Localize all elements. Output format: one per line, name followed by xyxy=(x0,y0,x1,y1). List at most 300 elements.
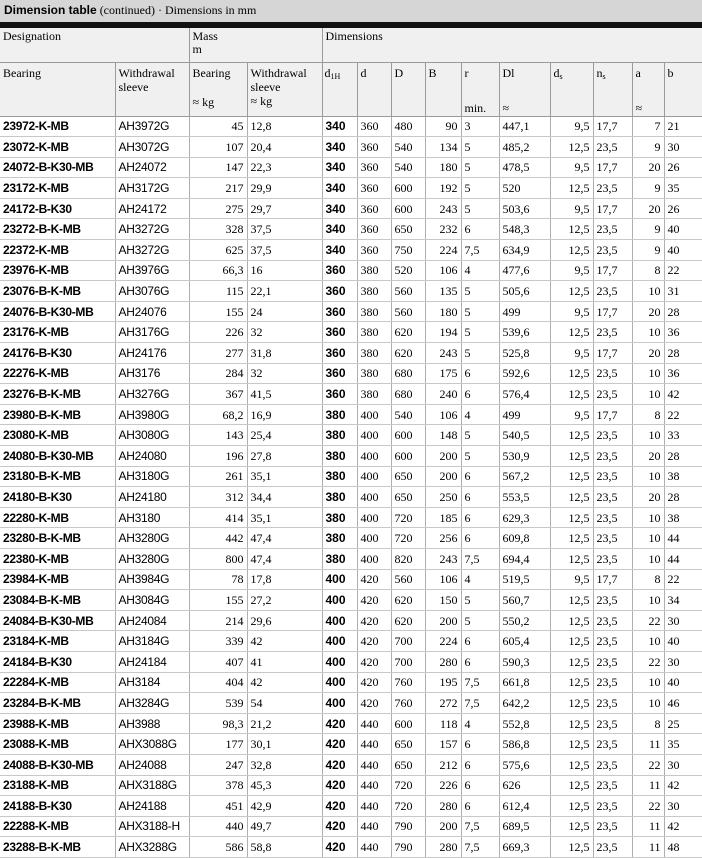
cell-D1: 626 xyxy=(499,775,550,796)
cell-a: 10 xyxy=(632,548,664,569)
cell-D1: 520 xyxy=(499,178,550,199)
header-D1 xyxy=(499,62,550,116)
cell-B: 157 xyxy=(425,734,461,755)
header-dimensions: Dimensions xyxy=(322,28,702,62)
cell-r: 5 xyxy=(461,137,499,158)
cell-d1h: 380 xyxy=(322,404,357,425)
cell-d: 400 xyxy=(357,404,391,425)
cell-bearing: 23088-K-MB xyxy=(0,734,115,755)
cell-d: 360 xyxy=(357,219,391,240)
cell-d: 400 xyxy=(357,466,391,487)
cell-bearing: 22380-K-MB xyxy=(0,548,115,569)
cell-ns: 23,5 xyxy=(593,240,632,261)
cell-D: 680 xyxy=(391,363,425,384)
table-row xyxy=(0,281,702,302)
table-row xyxy=(0,260,702,281)
cell-r: 7,5 xyxy=(461,837,499,858)
cell-D: 790 xyxy=(391,816,425,837)
cell-withdrawal-sleeve: AH24172 xyxy=(115,198,189,219)
cell-r: 5 xyxy=(461,590,499,611)
cell-ds: 12,5 xyxy=(550,528,593,549)
cell-r: 3 xyxy=(461,116,499,137)
cell-B: 106 xyxy=(425,569,461,590)
cell-mass-sleeve: 42 xyxy=(247,631,322,652)
cell-ns: 23,5 xyxy=(593,178,632,199)
cell-r: 7,5 xyxy=(461,548,499,569)
cell-D1: 505,6 xyxy=(499,281,550,302)
cell-bearing: 22280-K-MB xyxy=(0,507,115,528)
cell-bearing: 23988-K-MB xyxy=(0,713,115,734)
header-mass-bearing-label: Bearing xyxy=(192,65,231,80)
cell-D1: 567,2 xyxy=(499,466,550,487)
header-mass-sleeve-unit: ≈ kg xyxy=(250,93,273,108)
cell-D: 760 xyxy=(391,693,425,714)
cell-D: 720 xyxy=(391,796,425,817)
cell-ds: 12,5 xyxy=(550,507,593,528)
cell-ns: 23,5 xyxy=(593,384,632,405)
cell-b: 40 xyxy=(664,672,702,693)
cell-D1: 539,6 xyxy=(499,322,550,343)
cell-D: 760 xyxy=(391,672,425,693)
cell-d1h: 380 xyxy=(322,466,357,487)
cell-B: 212 xyxy=(425,754,461,775)
cell-mass-bearing: 261 xyxy=(189,466,247,487)
cell-bearing: 23984-K-MB xyxy=(0,569,115,590)
cell-D1: 553,5 xyxy=(499,487,550,508)
header-designation: Designation xyxy=(0,28,189,62)
cell-B: 200 xyxy=(425,610,461,631)
cell-B: 135 xyxy=(425,281,461,302)
cell-ds: 12,5 xyxy=(550,178,593,199)
cell-d: 440 xyxy=(357,837,391,858)
cell-D: 600 xyxy=(391,198,425,219)
cell-mass-bearing: 66,3 xyxy=(189,260,247,281)
cell-a: 22 xyxy=(632,796,664,817)
cell-mass-sleeve: 29,7 xyxy=(247,198,322,219)
cell-mass-sleeve: 37,5 xyxy=(247,240,322,261)
cell-mass-sleeve: 27,8 xyxy=(247,446,322,467)
cell-d1h: 400 xyxy=(322,631,357,652)
cell-B: 106 xyxy=(425,404,461,425)
cell-D1: 694,4 xyxy=(499,548,550,569)
cell-r: 5 xyxy=(461,178,499,199)
cell-mass-sleeve: 41,5 xyxy=(247,384,322,405)
cell-D1: 550,2 xyxy=(499,610,550,631)
cell-d1h: 400 xyxy=(322,672,357,693)
cell-mass-bearing: 45 xyxy=(189,116,247,137)
cell-mass-sleeve: 24 xyxy=(247,301,322,322)
cell-ns: 17,7 xyxy=(593,198,632,219)
cell-withdrawal-sleeve: AH3184G xyxy=(115,631,189,652)
cell-withdrawal-sleeve: AH24080 xyxy=(115,446,189,467)
cell-ns: 17,7 xyxy=(593,157,632,178)
cell-d: 420 xyxy=(357,631,391,652)
cell-mass-bearing: 451 xyxy=(189,796,247,817)
cell-r: 5 xyxy=(461,610,499,631)
cell-mass-bearing: 586 xyxy=(189,837,247,858)
header-a xyxy=(632,62,664,116)
cell-ds: 9,5 xyxy=(550,301,593,322)
cell-B: 148 xyxy=(425,425,461,446)
cell-mass-bearing: 367 xyxy=(189,384,247,405)
cell-b: 31 xyxy=(664,281,702,302)
cell-ds: 12,5 xyxy=(550,363,593,384)
cell-ns: 23,5 xyxy=(593,796,632,817)
cell-D: 560 xyxy=(391,569,425,590)
cell-mass-sleeve: 35,1 xyxy=(247,507,322,528)
cell-ns: 23,5 xyxy=(593,693,632,714)
cell-mass-bearing: 196 xyxy=(189,446,247,467)
header-mass-label: Mass xyxy=(192,29,218,43)
cell-ds: 12,5 xyxy=(550,754,593,775)
cell-b: 36 xyxy=(664,322,702,343)
cell-mass-sleeve: 16,9 xyxy=(247,404,322,425)
cell-B: 250 xyxy=(425,487,461,508)
cell-a: 7 xyxy=(632,116,664,137)
cell-mass-sleeve: 25,4 xyxy=(247,425,322,446)
cell-b: 30 xyxy=(664,651,702,672)
cell-D1: 478,5 xyxy=(499,157,550,178)
cell-d: 380 xyxy=(357,384,391,405)
cell-ns: 23,5 xyxy=(593,446,632,467)
cell-d1h: 360 xyxy=(322,363,357,384)
cell-ns: 23,5 xyxy=(593,837,632,858)
cell-bearing: 23072-K-MB xyxy=(0,137,115,158)
cell-d1h: 360 xyxy=(322,384,357,405)
header-withdrawal-sleeve-line2: sleeve xyxy=(118,79,149,94)
header-a-approx: ≈ xyxy=(635,100,643,115)
header-mass-unit: m xyxy=(192,42,202,56)
cell-b: 28 xyxy=(664,446,702,467)
cell-B: 195 xyxy=(425,672,461,693)
header-ds-sub: s xyxy=(559,71,563,81)
cell-D1: 605,4 xyxy=(499,631,550,652)
cell-ns: 23,5 xyxy=(593,651,632,672)
cell-withdrawal-sleeve: AH3180 xyxy=(115,507,189,528)
cell-bearing: 23076-B-K-MB xyxy=(0,281,115,302)
table-title xyxy=(0,0,702,22)
cell-withdrawal-sleeve: AHX3188G xyxy=(115,775,189,796)
cell-withdrawal-sleeve: AH24088 xyxy=(115,754,189,775)
cell-B: 224 xyxy=(425,240,461,261)
cell-d1h: 420 xyxy=(322,796,357,817)
table-row xyxy=(0,363,702,384)
cell-a: 8 xyxy=(632,404,664,425)
table-row xyxy=(0,116,702,137)
header-mass-bearing-unit: ≈ kg xyxy=(192,94,215,109)
cell-withdrawal-sleeve: AH3172G xyxy=(115,178,189,199)
cell-d1h: 340 xyxy=(322,219,357,240)
cell-withdrawal-sleeve: AH3280G xyxy=(115,548,189,569)
cell-B: 134 xyxy=(425,137,461,158)
cell-D1: 540,5 xyxy=(499,425,550,446)
header-D: D xyxy=(391,62,425,116)
table-row xyxy=(0,219,702,240)
cell-ds: 12,5 xyxy=(550,651,593,672)
cell-mass-bearing: 404 xyxy=(189,672,247,693)
cell-r: 7,5 xyxy=(461,816,499,837)
cell-d: 380 xyxy=(357,281,391,302)
cell-d1h: 360 xyxy=(322,281,357,302)
cell-ns: 17,7 xyxy=(593,116,632,137)
cell-bearing: 24084-B-K30-MB xyxy=(0,610,115,631)
cell-D: 600 xyxy=(391,178,425,199)
cell-mass-bearing: 407 xyxy=(189,651,247,672)
cell-r: 6 xyxy=(461,631,499,652)
cell-r: 5 xyxy=(461,446,499,467)
cell-bearing: 23288-B-K-MB xyxy=(0,837,115,858)
cell-a: 10 xyxy=(632,672,664,693)
cell-a: 22 xyxy=(632,610,664,631)
cell-D: 700 xyxy=(391,631,425,652)
cell-r: 6 xyxy=(461,466,499,487)
cell-B: 175 xyxy=(425,363,461,384)
cell-d1h: 420 xyxy=(322,837,357,858)
cell-ds: 12,5 xyxy=(550,240,593,261)
cell-d: 360 xyxy=(357,240,391,261)
cell-d: 400 xyxy=(357,487,391,508)
cell-ds: 9,5 xyxy=(550,343,593,364)
cell-withdrawal-sleeve: AH24072 xyxy=(115,157,189,178)
cell-D: 720 xyxy=(391,775,425,796)
cell-bearing: 24072-B-K30-MB xyxy=(0,157,115,178)
cell-b: 22 xyxy=(664,404,702,425)
cell-D1: 590,3 xyxy=(499,651,550,672)
cell-mass-bearing: 214 xyxy=(189,610,247,631)
cell-ds: 12,5 xyxy=(550,322,593,343)
cell-d1h: 400 xyxy=(322,569,357,590)
cell-b: 40 xyxy=(664,631,702,652)
cell-D: 720 xyxy=(391,507,425,528)
cell-D: 620 xyxy=(391,590,425,611)
cell-bearing: 23080-K-MB xyxy=(0,425,115,446)
cell-D1: 576,4 xyxy=(499,384,550,405)
cell-r: 5 xyxy=(461,322,499,343)
cell-D: 620 xyxy=(391,610,425,631)
cell-mass-sleeve: 42 xyxy=(247,672,322,693)
cell-withdrawal-sleeve: AH3980G xyxy=(115,404,189,425)
cell-ns: 23,5 xyxy=(593,363,632,384)
cell-b: 30 xyxy=(664,610,702,631)
table-row xyxy=(0,507,702,528)
cell-ds: 12,5 xyxy=(550,631,593,652)
cell-mass-sleeve: 27,2 xyxy=(247,590,322,611)
cell-r: 5 xyxy=(461,425,499,446)
cell-bearing: 24080-B-K30-MB xyxy=(0,446,115,467)
cell-D1: 609,8 xyxy=(499,528,550,549)
cell-D1: 503,6 xyxy=(499,198,550,219)
header-withdrawal-sleeve-line1: Withdrawal xyxy=(118,65,175,80)
cell-bearing: 23176-K-MB xyxy=(0,322,115,343)
cell-D: 560 xyxy=(391,281,425,302)
cell-d1h: 420 xyxy=(322,754,357,775)
cell-a: 20 xyxy=(632,343,664,364)
cell-r: 7,5 xyxy=(461,693,499,714)
cell-withdrawal-sleeve: AH24188 xyxy=(115,796,189,817)
table-row xyxy=(0,198,702,219)
table-row xyxy=(0,528,702,549)
cell-r: 7,5 xyxy=(461,240,499,261)
cell-r: 6 xyxy=(461,528,499,549)
cell-D1: 642,2 xyxy=(499,693,550,714)
cell-ns: 23,5 xyxy=(593,507,632,528)
header-mass xyxy=(189,28,322,62)
cell-d: 360 xyxy=(357,116,391,137)
cell-a: 10 xyxy=(632,590,664,611)
cell-ds: 12,5 xyxy=(550,384,593,405)
cell-r: 6 xyxy=(461,507,499,528)
cell-ds: 12,5 xyxy=(550,487,593,508)
cell-B: 118 xyxy=(425,713,461,734)
cell-r: 4 xyxy=(461,404,499,425)
cell-d1h: 360 xyxy=(322,260,357,281)
header-a-label: a xyxy=(635,65,641,80)
cell-ns: 23,5 xyxy=(593,610,632,631)
cell-mass-bearing: 147 xyxy=(189,157,247,178)
cell-d1h: 380 xyxy=(322,487,357,508)
cell-ns: 17,7 xyxy=(593,260,632,281)
cell-r: 6 xyxy=(461,487,499,508)
cell-D: 560 xyxy=(391,301,425,322)
cell-D1: 612,4 xyxy=(499,796,550,817)
cell-d: 400 xyxy=(357,446,391,467)
cell-mass-bearing: 217 xyxy=(189,178,247,199)
cell-B: 226 xyxy=(425,775,461,796)
cell-a: 11 xyxy=(632,837,664,858)
cell-ns: 23,5 xyxy=(593,425,632,446)
cell-bearing: 23280-B-K-MB xyxy=(0,528,115,549)
cell-ds: 12,5 xyxy=(550,137,593,158)
table-row xyxy=(0,240,702,261)
cell-D: 650 xyxy=(391,487,425,508)
cell-mass-sleeve: 41 xyxy=(247,651,322,672)
cell-a: 20 xyxy=(632,198,664,219)
header-B: B xyxy=(425,62,461,116)
cell-ds: 12,5 xyxy=(550,816,593,837)
cell-d1h: 340 xyxy=(322,116,357,137)
cell-mass-bearing: 107 xyxy=(189,137,247,158)
cell-D: 600 xyxy=(391,713,425,734)
cell-b: 35 xyxy=(664,178,702,199)
cell-d1h: 360 xyxy=(322,301,357,322)
cell-d1h: 400 xyxy=(322,693,357,714)
cell-mass-bearing: 275 xyxy=(189,198,247,219)
cell-b: 34 xyxy=(664,590,702,611)
cell-ns: 17,7 xyxy=(593,301,632,322)
header-d: d xyxy=(357,62,391,116)
cell-mass-sleeve: 37,5 xyxy=(247,219,322,240)
cell-ns: 23,5 xyxy=(593,487,632,508)
cell-b: 26 xyxy=(664,157,702,178)
dimension-table xyxy=(0,28,702,858)
cell-mass-sleeve: 42,9 xyxy=(247,796,322,817)
cell-d: 420 xyxy=(357,569,391,590)
header-d1h-main: d xyxy=(324,65,331,80)
table-row xyxy=(0,343,702,364)
cell-withdrawal-sleeve: AH3984G xyxy=(115,569,189,590)
header-D1-label: Dl xyxy=(502,65,515,80)
cell-b: 30 xyxy=(664,796,702,817)
table-row xyxy=(0,466,702,487)
table-row xyxy=(0,816,702,837)
cell-B: 243 xyxy=(425,198,461,219)
cell-b: 35 xyxy=(664,734,702,755)
cell-B: 200 xyxy=(425,466,461,487)
cell-D1: 548,3 xyxy=(499,219,550,240)
cell-D: 600 xyxy=(391,446,425,467)
cell-ds: 12,5 xyxy=(550,466,593,487)
cell-withdrawal-sleeve: AH24076 xyxy=(115,301,189,322)
header-b: b xyxy=(664,62,702,116)
table-row xyxy=(0,775,702,796)
cell-b: 38 xyxy=(664,466,702,487)
cell-d: 380 xyxy=(357,260,391,281)
cell-ds: 9,5 xyxy=(550,260,593,281)
cell-d: 400 xyxy=(357,548,391,569)
header-mass-sleeve xyxy=(247,62,322,116)
cell-b: 22 xyxy=(664,569,702,590)
cell-r: 5 xyxy=(461,281,499,302)
cell-d: 360 xyxy=(357,157,391,178)
cell-b: 42 xyxy=(664,816,702,837)
cell-r: 6 xyxy=(461,796,499,817)
cell-a: 10 xyxy=(632,528,664,549)
cell-mass-bearing: 143 xyxy=(189,425,247,446)
cell-a: 10 xyxy=(632,693,664,714)
cell-D1: 477,6 xyxy=(499,260,550,281)
cell-d: 440 xyxy=(357,796,391,817)
cell-withdrawal-sleeve: AH3184 xyxy=(115,672,189,693)
cell-withdrawal-sleeve: AH3176G xyxy=(115,322,189,343)
cell-mass-bearing: 440 xyxy=(189,816,247,837)
cell-a: 8 xyxy=(632,260,664,281)
cell-D1: 447,1 xyxy=(499,116,550,137)
cell-mass-bearing: 414 xyxy=(189,507,247,528)
cell-b: 44 xyxy=(664,528,702,549)
cell-D: 790 xyxy=(391,837,425,858)
cell-mass-bearing: 277 xyxy=(189,343,247,364)
cell-mass-sleeve: 12,8 xyxy=(247,116,322,137)
cell-mass-sleeve: 21,2 xyxy=(247,713,322,734)
cell-d1h: 380 xyxy=(322,507,357,528)
cell-mass-bearing: 378 xyxy=(189,775,247,796)
cell-D: 750 xyxy=(391,240,425,261)
cell-B: 243 xyxy=(425,343,461,364)
header-mass-sleeve-line2: sleeve xyxy=(250,79,281,94)
cell-ds: 9,5 xyxy=(550,116,593,137)
cell-d: 440 xyxy=(357,775,391,796)
cell-r: 7,5 xyxy=(461,672,499,693)
cell-D: 700 xyxy=(391,651,425,672)
cell-mass-sleeve: 29,9 xyxy=(247,178,322,199)
table-row xyxy=(0,384,702,405)
cell-mass-sleeve: 31,8 xyxy=(247,343,322,364)
cell-D: 820 xyxy=(391,548,425,569)
table-row xyxy=(0,734,702,755)
cell-D1: 525,8 xyxy=(499,343,550,364)
cell-mass-sleeve: 35,1 xyxy=(247,466,322,487)
cell-d: 420 xyxy=(357,610,391,631)
cell-bearing: 23980-B-K-MB xyxy=(0,404,115,425)
table-row xyxy=(0,590,702,611)
cell-ns: 23,5 xyxy=(593,466,632,487)
cell-D: 520 xyxy=(391,260,425,281)
cell-ds: 12,5 xyxy=(550,713,593,734)
cell-bearing: 22288-K-MB xyxy=(0,816,115,837)
cell-a: 8 xyxy=(632,713,664,734)
cell-mass-bearing: 155 xyxy=(189,301,247,322)
cell-r: 6 xyxy=(461,219,499,240)
